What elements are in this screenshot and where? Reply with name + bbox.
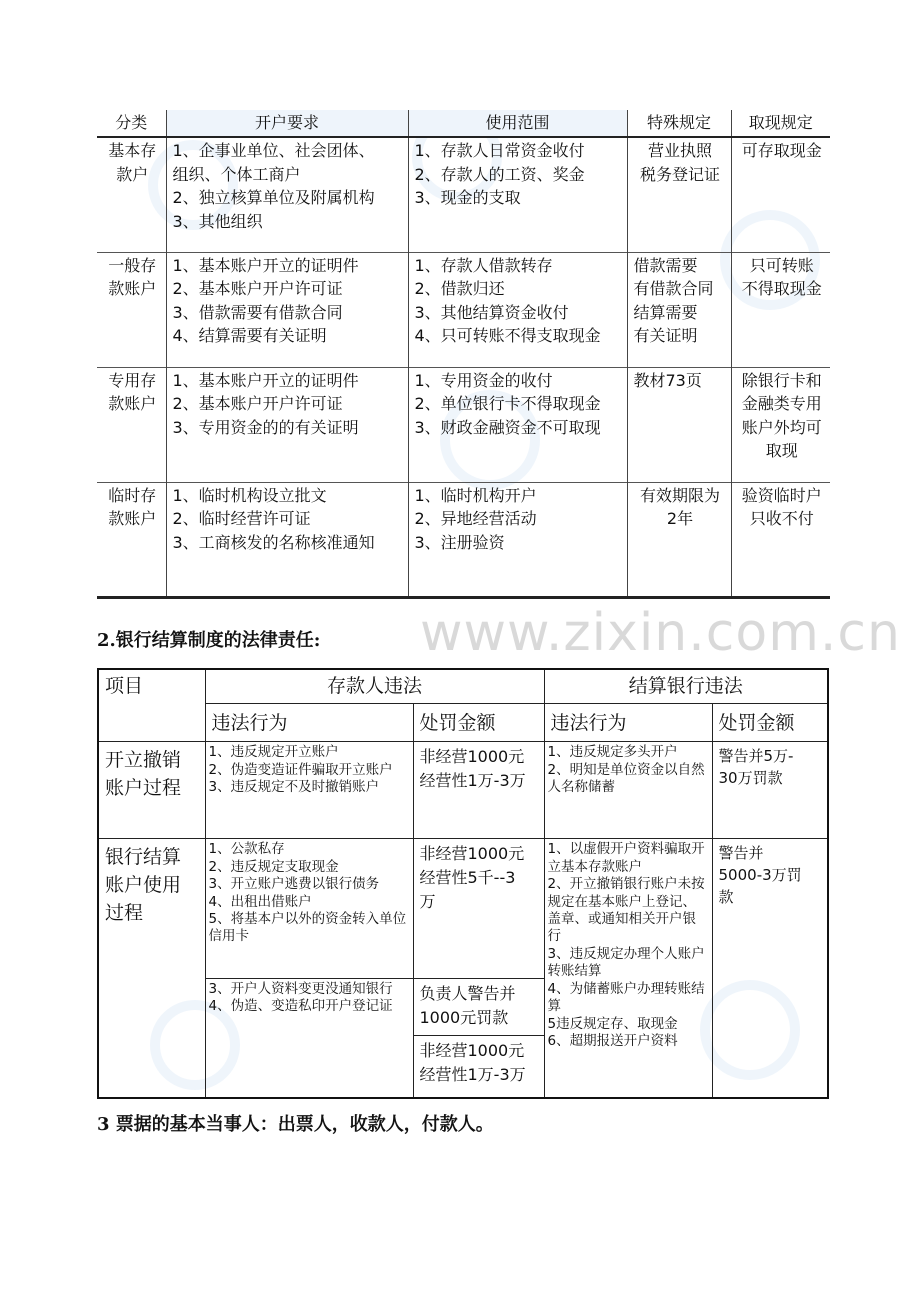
table-row	[97, 482, 830, 597]
watermark-text: www.zixin.com.cn	[420, 603, 901, 663]
header-bank: 结算银行违法	[544, 669, 828, 703]
table-row	[98, 839, 828, 979]
header-requirements: 开户要求	[166, 110, 408, 137]
table-row	[98, 742, 828, 839]
cell-bank-acts: 1、以虚假开户资料骗取开立基本存款账户 2、开立撤销银行账户未按规定在基本账户上登记、盖章、或通知相关开户银行 3、违反规定办理个人账户转账结算 4、为储蓄账户办理转账结算 5违反规定存、取现金 6、超期报送开户资料	[544, 839, 712, 1098]
cell-scope: 1、专用资金的收付 2、单位银行卡不得取现金 3、财政金融资金不可取现	[408, 367, 627, 482]
cell-item: 银行结算 账户使用 过程	[98, 839, 205, 1098]
cell-cash: 除银行卡和 金融类专用 账户外均可 取现	[731, 367, 830, 482]
header-special: 特殊规定	[627, 110, 731, 137]
header-depositor-penalty: 处罚金额	[413, 703, 544, 741]
cell-special: 营业执照 税务登记证	[627, 137, 731, 252]
cell-bank-acts: 1、违反规定多头开户 2、明知是单位资金以自然人名称储蓄	[544, 742, 712, 839]
account-types-table	[97, 110, 830, 599]
header-category: 分类	[97, 110, 166, 137]
header-scope: 使用范围	[408, 110, 627, 137]
cell-item: 开立撤销 账户过程	[98, 742, 205, 839]
footer-text: 3 票据的基本当事人：出票人，收款人，付款人。	[97, 1114, 494, 1135]
header-bank-acts: 违法行为	[544, 703, 712, 741]
cell-cash: 验资临时户 只收不付	[731, 482, 830, 597]
cell-depositor-acts: 1、违反规定开立账户 2、伪造变造证件骗取开立账户 3、违反规定不及时撤销账户	[205, 742, 413, 839]
section-heading: 2.银行结算制度的法律责任:	[97, 630, 321, 651]
cell-requirements: 1、企事业单位、社会团体、 组织、个体工商户 2、独立核算单位及附属机构 3、其他组织	[166, 137, 408, 252]
header-depositor-acts: 违法行为	[205, 703, 413, 741]
cell-depositor-acts: 1、公款私存 2、违反规定支取现金 3、开立账户逃费以银行债务 4、出租出借账户 5、将基本户以外的资金转入单位信用卡	[205, 839, 413, 979]
header-depositor: 存款人违法	[205, 669, 544, 703]
table-header-row	[97, 110, 830, 137]
table-row	[97, 367, 830, 482]
cell-depositor-acts: 3、开户人资料变更没通知银行 4、伪造、变造私印开户登记证	[205, 979, 413, 1098]
cell-category: 基本存 款户	[108, 141, 157, 184]
header-item: 项目	[98, 669, 205, 742]
cell-special: 有效期限为 2年	[627, 482, 731, 597]
cell-requirements: 1、临时机构设立批文 2、临时经营许可证 3、工商核发的名称核准通知	[166, 482, 408, 597]
header-cash: 取现规定	[731, 110, 830, 137]
cell-category: 专用存 款账户	[97, 367, 166, 482]
cell-category: 临时存 款账户	[97, 482, 166, 597]
cell-depositor-penalty: 负责人警告并 1000元罚款	[413, 979, 544, 1036]
cell-depositor-penalty: 非经营1000元 经营性1万-3万	[413, 1035, 544, 1098]
cell-scope: 1、存款人借款转存 2、借款归还 3、其他结算资金收付 4、只可转账不得支取现金	[408, 252, 627, 367]
cell-category: 一般存 款账户	[97, 252, 166, 367]
header-bank-penalty: 处罚金额	[712, 703, 828, 741]
cell-depositor-penalty: 非经营1000元 经营性5千--3 万	[413, 839, 544, 979]
cell-cash: 只可转账 不得取现金	[731, 252, 830, 367]
table-row	[97, 137, 830, 252]
cell-scope: 1、存款人日常资金收付 2、存款人的工资、奖金 3、现金的支取	[408, 137, 627, 252]
cell-scope: 1、临时机构开户 2、异地经营活动 3、注册验资	[408, 482, 627, 597]
cell-bank-penalty: 警告并5万- 30万罚款	[712, 742, 828, 839]
table-row	[97, 252, 830, 367]
cell-requirements: 1、基本账户开立的证明件 2、基本账户开户许可证 3、借款需要有借款合同 4、结算需要有关证明	[166, 252, 408, 367]
cell-special: 借款需要 有借款合同 结算需要 有关证明	[627, 252, 731, 367]
cell-depositor-penalty: 非经营1000元 经营性1万-3万	[413, 742, 544, 839]
legal-liability-table	[97, 668, 829, 1099]
cell-cash: 可存取现金	[731, 137, 830, 252]
cell-special: 教材73页	[627, 367, 731, 482]
cell-bank-penalty: 警告并 5000-3万罚 款	[712, 839, 828, 1098]
cell-requirements: 1、基本账户开立的证明件 2、基本账户开户许可证 3、专用资金的的有关证明	[166, 367, 408, 482]
